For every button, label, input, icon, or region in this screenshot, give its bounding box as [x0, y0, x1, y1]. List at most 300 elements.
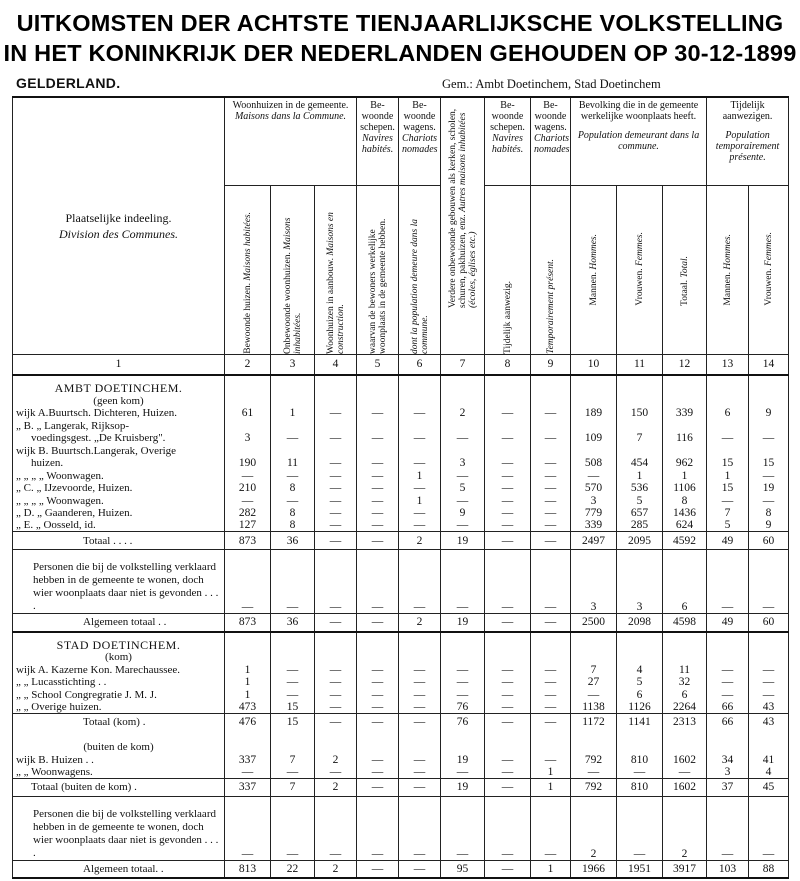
- cell-col-11: 1141: [617, 713, 663, 731]
- cell-col-4: —: [315, 482, 357, 495]
- cell-col-7: 19: [441, 753, 485, 766]
- cell-col-11: 3: [617, 550, 663, 614]
- cell-col-3: —: [271, 676, 315, 689]
- header-c4: [315, 185, 357, 354]
- cell-col-2: 1: [225, 676, 271, 689]
- table-row: [13, 482, 789, 495]
- header-c2-nl: Bewoonde huizen.: [242, 282, 253, 354]
- cell-col-11: 2098: [617, 614, 663, 632]
- cell-col-7: [441, 651, 485, 664]
- cell-col-11: [617, 394, 663, 407]
- cell-col-10: 792: [571, 778, 617, 796]
- cell-col-9: [531, 651, 571, 664]
- header-c7: [441, 97, 485, 354]
- cell-col-5: —: [357, 469, 399, 482]
- header-tijdelijk: [707, 97, 789, 185]
- cell-col-6: [399, 394, 441, 407]
- cell-col-6: —: [399, 676, 441, 689]
- cell-col-8: —: [485, 713, 531, 731]
- header-c5-nl: waarvan de bewoners werkelijke woonplaats in de gemeente hebben.: [367, 218, 388, 354]
- cell-col-5: —: [357, 407, 399, 420]
- cell-col-2: [225, 394, 271, 407]
- cell-col-11: 536: [617, 482, 663, 495]
- cell-col-10: 339: [571, 519, 617, 532]
- cell-col-5: —: [357, 688, 399, 701]
- cell-col-8: —: [485, 688, 531, 701]
- header-wagens2: [531, 97, 571, 185]
- header-bevolking: [571, 97, 707, 185]
- cell-col-3: 7: [271, 753, 315, 766]
- header-c14-fr: Femmes.: [763, 231, 774, 266]
- cell-col-11: [617, 419, 663, 432]
- header-wagens-nl: Be-woonde wagens.: [403, 100, 436, 133]
- section-title-stad: [13, 632, 789, 651]
- cell-col-12: 2: [663, 796, 707, 860]
- cell-col-7: —: [441, 550, 485, 614]
- cell-col-2: [225, 632, 271, 651]
- cell-col-9: —: [531, 550, 571, 614]
- cell-col-14: 9: [749, 407, 789, 420]
- cell-col-7: [441, 419, 485, 432]
- cell-col-10: —: [571, 766, 617, 779]
- row-label: „ C. „ IJzevoorde, Huizen.: [13, 482, 225, 495]
- cell-col-13: —: [707, 550, 749, 614]
- totaal-buiten-row: [13, 778, 789, 796]
- cell-col-2: [225, 444, 271, 457]
- cell-col-3: —: [271, 550, 315, 614]
- header-wagens2-nl: Be-woonde wagens.: [534, 100, 567, 133]
- cell-col-12: 2264: [663, 701, 707, 714]
- cell-col-10: 189: [571, 407, 617, 420]
- cell-col-7: [441, 394, 485, 407]
- header-bevolking-nl: Bevolking die in de gemeente werkelijke woonplaats heeft.: [578, 100, 699, 122]
- cell-col-14: —: [749, 432, 789, 445]
- cell-col-6: [399, 375, 441, 394]
- header-c6-fr: dont la population demeure dans la commune.: [409, 218, 430, 354]
- row-label: „ D. „ Gaanderen, Huizen.: [13, 507, 225, 520]
- cell-col-2: [225, 375, 271, 394]
- cell-col-13: —: [707, 676, 749, 689]
- cell-col-7: [441, 731, 485, 753]
- cell-col-10: [571, 444, 617, 457]
- cell-col-6: —: [399, 432, 441, 445]
- cell-col-7: 76: [441, 713, 485, 731]
- cell-col-9: —: [531, 494, 571, 507]
- cell-col-8: [485, 394, 531, 407]
- cell-col-14: —: [749, 676, 789, 689]
- cell-col-12: 116: [663, 432, 707, 445]
- cell-col-9: [531, 731, 571, 753]
- cell-col-5: —: [357, 614, 399, 632]
- column-number-13: 13: [707, 354, 749, 375]
- cell-col-12: 4598: [663, 614, 707, 632]
- cell-col-5: —: [357, 796, 399, 860]
- column-number-row: [13, 354, 789, 375]
- cell-col-13: —: [707, 796, 749, 860]
- cell-col-4: —: [315, 614, 357, 632]
- cell-col-5: [357, 419, 399, 432]
- header-c8: [485, 185, 531, 354]
- cell-col-14: [749, 632, 789, 651]
- cell-col-5: —: [357, 663, 399, 676]
- header-schepen2-nl: Be-woonde schepen.: [490, 100, 525, 133]
- cell-col-9: —: [531, 676, 571, 689]
- cell-col-7: —: [441, 519, 485, 532]
- cell-col-9: —: [531, 532, 571, 550]
- header-c5: [357, 185, 399, 354]
- cell-col-6: —: [399, 753, 441, 766]
- column-number-5: 5: [357, 354, 399, 375]
- header-c7-fr: Autres maisons inhabitées (écoles, églises etc.): [457, 112, 478, 308]
- row-label: „ B. „ Langerak, Rijksop-: [13, 419, 225, 432]
- cell-col-2: 210: [225, 482, 271, 495]
- cell-col-4: —: [315, 688, 357, 701]
- table-row: [13, 432, 789, 445]
- header-c4-nl: Woonhuizen in aanbouw.: [325, 257, 336, 354]
- table-row: [13, 444, 789, 457]
- cell-col-13: 7: [707, 507, 749, 520]
- column-number-6: 6: [399, 354, 441, 375]
- cell-col-12: 32: [663, 676, 707, 689]
- cell-col-12: [663, 632, 707, 651]
- table-row: [13, 766, 789, 779]
- cell-col-13: 15: [707, 482, 749, 495]
- header-c11: [617, 185, 663, 354]
- cell-col-3: 15: [271, 701, 315, 714]
- cell-col-5: —: [357, 766, 399, 779]
- cell-col-10: 3: [571, 494, 617, 507]
- cell-col-2: 476: [225, 713, 271, 731]
- cell-col-7: 95: [441, 860, 485, 878]
- cell-col-14: 43: [749, 713, 789, 731]
- cell-col-12: 4592: [663, 532, 707, 550]
- cell-col-4: [315, 444, 357, 457]
- cell-col-9: —: [531, 482, 571, 495]
- cell-col-3: —: [271, 469, 315, 482]
- cell-col-12: 1: [663, 469, 707, 482]
- cell-col-8: —: [485, 701, 531, 714]
- row-label: AMBT DOETINCHEM.: [13, 375, 225, 394]
- cell-col-13: [707, 444, 749, 457]
- document-title: [0, 0, 800, 72]
- cell-col-8: —: [485, 796, 531, 860]
- header-c2: [225, 185, 271, 354]
- cell-col-14: 60: [749, 532, 789, 550]
- cell-col-4: 2: [315, 778, 357, 796]
- table-row: [13, 469, 789, 482]
- cell-col-9: [531, 444, 571, 457]
- cell-col-14: 43: [749, 701, 789, 714]
- header-label-cell: [13, 97, 225, 354]
- cell-col-14: —: [749, 494, 789, 507]
- row-label: wijk A.Buurtsch. Dichteren, Huizen.: [13, 407, 225, 420]
- cell-col-3: [271, 731, 315, 753]
- header-schepen-nl: Be-woonde schepen.: [360, 100, 395, 133]
- cell-col-10: [571, 375, 617, 394]
- header-c11-fr: Femmes.: [634, 231, 645, 266]
- table-row: [13, 753, 789, 766]
- header-schepen2: [485, 97, 531, 185]
- column-number-10: 10: [571, 354, 617, 375]
- cell-col-4: [315, 375, 357, 394]
- row-label: Algemeen totaal. .: [13, 860, 225, 878]
- row-label: „ „ Overige huizen.: [13, 701, 225, 714]
- cell-col-14: 4: [749, 766, 789, 779]
- cell-col-10: [571, 394, 617, 407]
- cell-col-11: —: [617, 766, 663, 779]
- cell-col-9: —: [531, 713, 571, 731]
- cell-col-11: 1: [617, 469, 663, 482]
- cell-col-4: —: [315, 494, 357, 507]
- cell-col-3: 1: [271, 407, 315, 420]
- cell-col-11: 7: [617, 432, 663, 445]
- cell-col-14: —: [749, 688, 789, 701]
- cell-col-7: —: [441, 766, 485, 779]
- cell-col-9: —: [531, 688, 571, 701]
- section-sub-buiten: [13, 731, 789, 753]
- cell-col-11: 454: [617, 457, 663, 470]
- cell-col-5: —: [357, 550, 399, 614]
- row-label: (buiten de kom): [13, 731, 225, 753]
- header-schepen-fr: Navires habités.: [361, 133, 394, 155]
- cell-col-2: —: [225, 796, 271, 860]
- cell-col-2: —: [225, 494, 271, 507]
- cell-col-14: 19: [749, 482, 789, 495]
- cell-col-12: 3917: [663, 860, 707, 878]
- table-row: [13, 407, 789, 420]
- cell-col-6: —: [399, 407, 441, 420]
- row-label: voedingsgest. „De Kruisberg".: [13, 432, 225, 445]
- cell-col-13: 66: [707, 701, 749, 714]
- cell-col-2: 61: [225, 407, 271, 420]
- cell-col-7: 3: [441, 457, 485, 470]
- cell-col-9: —: [531, 457, 571, 470]
- cell-col-9: —: [531, 614, 571, 632]
- column-number-11: 11: [617, 354, 663, 375]
- header-c10-fr: Hommes.: [588, 233, 599, 270]
- cell-col-6: [399, 444, 441, 457]
- census-table-body: [13, 375, 789, 878]
- cell-col-7: [441, 632, 485, 651]
- cell-col-13: [707, 375, 749, 394]
- header-label-nl: Plaatselijke indeeling.: [65, 210, 172, 225]
- section-title-ambt: [13, 375, 789, 394]
- cell-col-5: —: [357, 778, 399, 796]
- cell-col-12: 11: [663, 663, 707, 676]
- cell-col-12: 8: [663, 494, 707, 507]
- cell-col-12: 962: [663, 457, 707, 470]
- cell-col-14: [749, 651, 789, 664]
- cell-col-3: —: [271, 663, 315, 676]
- cell-col-13: 49: [707, 532, 749, 550]
- cell-col-4: —: [315, 457, 357, 470]
- cell-col-6: —: [399, 766, 441, 779]
- cell-col-11: 810: [617, 753, 663, 766]
- header-c10: [571, 185, 617, 354]
- cell-col-7: 2: [441, 407, 485, 420]
- cell-col-14: —: [749, 663, 789, 676]
- cell-col-3: 8: [271, 519, 315, 532]
- header-c13-fr: Hommes.: [722, 233, 733, 270]
- header-c7-nl: Verdere onbewoonde gebouwen als kerken, scholen, schuren, pakhuizen, enz.: [447, 108, 468, 308]
- cell-col-4: —: [315, 701, 357, 714]
- cell-col-3: 11: [271, 457, 315, 470]
- cell-col-5: —: [357, 519, 399, 532]
- cell-col-4: —: [315, 550, 357, 614]
- cell-col-14: 15: [749, 457, 789, 470]
- cell-col-4: [315, 651, 357, 664]
- section-sub-ambt: [13, 394, 789, 407]
- cell-col-5: —: [357, 753, 399, 766]
- cell-col-9: —: [531, 507, 571, 520]
- cell-col-5: [357, 731, 399, 753]
- cell-col-8: —: [485, 507, 531, 520]
- cell-col-5: —: [357, 457, 399, 470]
- header-c4-fr: Maisons en construction.: [325, 211, 346, 354]
- header-tijdelijk-nl: Tijdelijk aanwezigen.: [722, 100, 773, 122]
- cell-col-13: —: [707, 688, 749, 701]
- cell-col-3: [271, 419, 315, 432]
- cell-col-7: 76: [441, 701, 485, 714]
- cell-col-7: —: [441, 469, 485, 482]
- cell-col-2: 873: [225, 532, 271, 550]
- cell-col-10: [571, 419, 617, 432]
- cell-col-3: —: [271, 432, 315, 445]
- cell-col-6: —: [399, 663, 441, 676]
- cell-col-3: [271, 444, 315, 457]
- header-woonhuizen-fr: Maisons dans la Commune.: [234, 111, 347, 122]
- row-label: wijk B. Huizen . .: [13, 753, 225, 766]
- cell-col-11: [617, 444, 663, 457]
- cell-col-6: [399, 731, 441, 753]
- header-c12-nl: Totaal.: [679, 279, 690, 306]
- cell-col-4: —: [315, 713, 357, 731]
- cell-col-14: —: [749, 469, 789, 482]
- cell-col-10: 27: [571, 676, 617, 689]
- cell-col-13: 3: [707, 766, 749, 779]
- cell-col-4: [315, 394, 357, 407]
- cell-col-10: 1966: [571, 860, 617, 878]
- cell-col-13: 103: [707, 860, 749, 878]
- header-c11-nl: Vrouwen.: [634, 268, 645, 306]
- table-row: [13, 494, 789, 507]
- cell-col-6: 1: [399, 494, 441, 507]
- cell-col-7: 19: [441, 614, 485, 632]
- table-row: [13, 701, 789, 714]
- table-row: [13, 688, 789, 701]
- cell-col-10: [571, 632, 617, 651]
- cell-col-6: —: [399, 701, 441, 714]
- column-number-7: 7: [441, 354, 485, 375]
- personen-row-stad: [13, 796, 789, 860]
- census-sheet: [12, 72, 788, 878]
- row-label: wijk B. Buurtsch.Langerak, Overige: [13, 444, 225, 457]
- cell-col-2: [225, 731, 271, 753]
- cell-col-4: —: [315, 663, 357, 676]
- cell-col-2: [225, 419, 271, 432]
- cell-col-11: 657: [617, 507, 663, 520]
- cell-col-2: [225, 651, 271, 664]
- cell-col-5: —: [357, 860, 399, 878]
- cell-col-10: —: [571, 688, 617, 701]
- cell-col-3: [271, 651, 315, 664]
- cell-col-8: [485, 419, 531, 432]
- row-label: huizen.: [13, 457, 225, 470]
- header-c3-fr: Maisons inhabitées.: [282, 217, 303, 354]
- cell-col-6: —: [399, 713, 441, 731]
- cell-col-10: 3: [571, 550, 617, 614]
- sheet-sub-header: [12, 72, 788, 96]
- cell-col-9: —: [531, 407, 571, 420]
- header-wagens: [399, 97, 441, 185]
- cell-col-14: —: [749, 550, 789, 614]
- column-number-3: 3: [271, 354, 315, 375]
- cell-col-14: [749, 394, 789, 407]
- cell-col-9: 1: [531, 778, 571, 796]
- cell-col-10: —: [571, 469, 617, 482]
- cell-col-5: [357, 651, 399, 664]
- cell-col-4: —: [315, 519, 357, 532]
- header-c12: [663, 185, 707, 354]
- cell-col-9: 1: [531, 860, 571, 878]
- cell-col-2: —: [225, 469, 271, 482]
- cell-col-8: —: [485, 676, 531, 689]
- cell-col-2: 190: [225, 457, 271, 470]
- cell-col-9: —: [531, 469, 571, 482]
- cell-col-2: 473: [225, 701, 271, 714]
- header-c9: [531, 185, 571, 354]
- cell-col-6: —: [399, 796, 441, 860]
- cell-col-2: 127: [225, 519, 271, 532]
- cell-col-6: [399, 651, 441, 664]
- title-line-2: IN HET KONINKRIJK DER NEDERLANDEN GEHOUDEN OP 30-12-1899: [3, 40, 797, 66]
- cell-col-6: —: [399, 507, 441, 520]
- cell-col-14: 41: [749, 753, 789, 766]
- cell-col-10: 2500: [571, 614, 617, 632]
- cell-col-14: [749, 419, 789, 432]
- cell-col-13: [707, 651, 749, 664]
- cell-col-4: 2: [315, 753, 357, 766]
- cell-col-7: 5: [441, 482, 485, 495]
- cell-col-10: 7: [571, 663, 617, 676]
- table-row: [13, 663, 789, 676]
- cell-col-8: —: [485, 778, 531, 796]
- cell-col-5: —: [357, 432, 399, 445]
- cell-col-7: 9: [441, 507, 485, 520]
- cell-col-4: —: [315, 676, 357, 689]
- cell-col-3: —: [271, 688, 315, 701]
- cell-col-6: 1: [399, 469, 441, 482]
- table-row: [13, 507, 789, 520]
- row-label: „ E. „ Oosseld, id.: [13, 519, 225, 532]
- cell-col-2: 3: [225, 432, 271, 445]
- cell-col-4: [315, 731, 357, 753]
- province-name: GELDERLAND.: [16, 75, 121, 91]
- header-wagens-fr: Chariots nomades: [402, 133, 438, 155]
- cell-col-11: 2095: [617, 532, 663, 550]
- cell-col-3: 15: [271, 713, 315, 731]
- cell-col-3: [271, 632, 315, 651]
- cell-col-6: —: [399, 457, 441, 470]
- column-number-9: 9: [531, 354, 571, 375]
- cell-col-6: —: [399, 482, 441, 495]
- table-row: [13, 519, 789, 532]
- cell-col-4: 2: [315, 860, 357, 878]
- totaal-kom-row: [13, 713, 789, 731]
- table-row: [13, 457, 789, 470]
- cell-col-11: 1951: [617, 860, 663, 878]
- cell-col-13: —: [707, 494, 749, 507]
